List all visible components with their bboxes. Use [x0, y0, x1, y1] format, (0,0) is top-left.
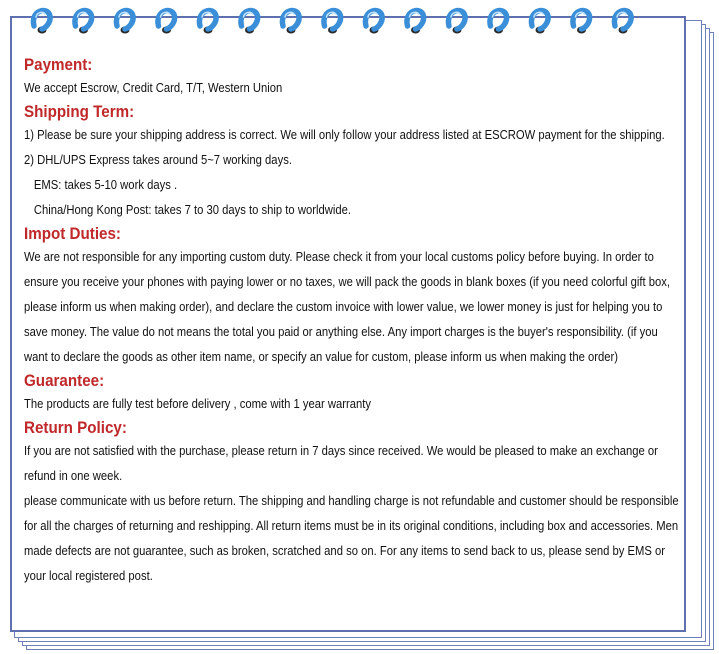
notebook-page: [10, 16, 686, 632]
binder-ring-icon: [75, 11, 92, 34]
binder-ring-icon: [33, 11, 50, 34]
ring-loop: [282, 11, 299, 29]
binder-ring-icon: [365, 11, 382, 34]
ring-loop: [490, 11, 507, 29]
shipping-text: China/Hong Kong Post: takes 7 to 30 days to ship to worldwide.: [33, 203, 351, 217]
return-heading: Return Policy:: [24, 419, 127, 437]
payment-text: We accept Escrow, Credit Card, T/T, Western Union: [24, 81, 283, 95]
binder-ring-icon: [531, 11, 548, 34]
shipping-text: 2) DHL/UPS Express takes around 5~7 working days.: [24, 153, 292, 167]
duties-text: ensure you receive your phones with paying lower or no taxes, we will pack the goods in blank boxes (if you need colorful gift box,: [24, 275, 670, 289]
shipping-text: 1) Please be sure your shipping address is correct. We will only follow your address listed at ESCROW payment for the shipping.: [24, 128, 665, 142]
binder-ring-icon: [448, 11, 465, 34]
binder-ring-icon: [199, 11, 216, 34]
ring-loop: [614, 11, 631, 29]
duties-text: save money. The value do not means the total you paid or anything else. Any import charges is the buyer's responsibility. (if you: [24, 325, 658, 339]
return-text: made defects are not guarantee, such as broken, scratched and so on. For any items to send back to us, please send by EMS or: [24, 544, 665, 558]
guarantee-heading: Guarantee:: [24, 372, 105, 390]
ring-loop: [158, 11, 175, 29]
ring-loop: [324, 11, 341, 29]
ring-loop: [241, 11, 258, 29]
shipping-text: EMS: takes 5-10 work days .: [33, 178, 178, 192]
binder-ring-icon: [282, 11, 299, 34]
ring-loop: [365, 11, 382, 29]
return-text: If you are not satisfied with the purchase, please return in 7 days since received. We would be pleased to make an exchange or: [24, 444, 658, 458]
ring-loop: [75, 11, 92, 29]
ring-loop: [531, 11, 548, 29]
duties-text: please inform us when making order), and declare the custom invoice with lower value, we lower money is just for helping you to: [24, 300, 663, 314]
binder-ring-icon: [324, 11, 341, 34]
binder-ring-icon: [490, 11, 507, 34]
binder-ring-icon: [407, 11, 424, 34]
binder-ring-icon: [158, 11, 175, 34]
ring-loop: [573, 11, 590, 29]
return-text: refund in one week.: [24, 469, 123, 483]
return-text: please communicate with us before return. The shipping and handling charge is not refundable and customer should be responsible: [24, 494, 679, 508]
payment-heading: Payment:: [24, 56, 93, 74]
ring-loop: [33, 11, 50, 29]
ring-loop: [199, 11, 216, 29]
binder-ring-icon: [573, 11, 590, 34]
binder-ring-icon: [614, 11, 631, 34]
ring-loop: [116, 11, 133, 29]
duties-text: want to declare the goods as other item name, or specify an value for custom, please inform us when making the order): [24, 350, 619, 364]
policy-content: [24, 50, 680, 589]
ring-loop: [448, 11, 465, 29]
return-text: your local registered post.: [24, 569, 153, 583]
binder-ring-icon: [116, 11, 133, 34]
ring-loop: [407, 11, 424, 29]
binder-rings: [26, 2, 666, 42]
return-text: for all the charges of returning and reshipping. All return items must be in its original conditions, including box and accessories. Men: [24, 519, 679, 533]
binder-ring-icon: [241, 11, 258, 34]
duties-text: We are not responsible for any importing custom duty. Please check it from your local customs policy before buying. In order to: [24, 250, 654, 264]
duties-heading: Impot Duties:: [24, 225, 121, 243]
shipping-heading: Shipping Term:: [24, 103, 135, 121]
guarantee-text: The products are fully test before delivery , come with 1 year warranty: [24, 397, 372, 411]
